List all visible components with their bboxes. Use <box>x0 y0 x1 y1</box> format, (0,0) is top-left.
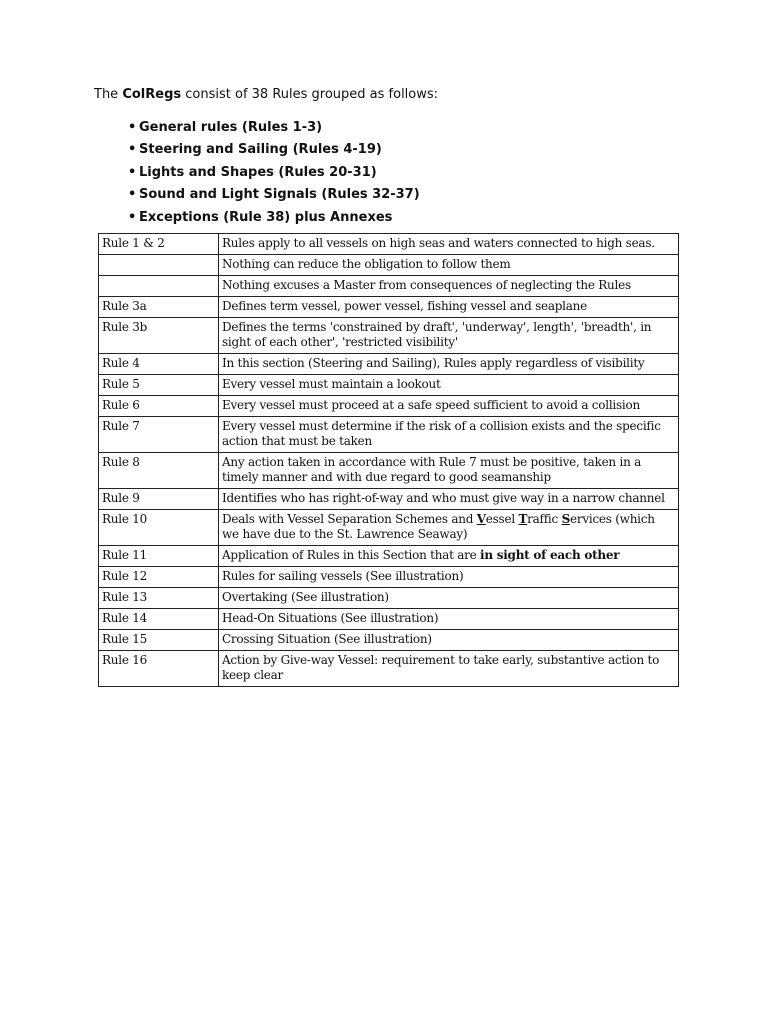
description-cell: Nothing can reduce the obligation to follow them <box>219 255 679 276</box>
table-row <box>99 609 679 630</box>
desc-text: raffic <box>527 512 562 526</box>
rule-cell: Rule 3a <box>99 297 219 318</box>
group-label: Exceptions (Rule 38) plus Annexes <box>139 209 393 225</box>
rule-cell: Rule 1 & 2 <box>99 234 219 255</box>
description-cell: Rules apply to all vessels on high seas and waters connected to high seas. <box>219 234 679 255</box>
description-cell: Every vessel must maintain a lookout <box>219 375 679 396</box>
table-row <box>99 297 679 318</box>
rule-cell: Rule 11 <box>99 546 219 567</box>
group-label: Lights and Shapes (Rules 20-31) <box>139 164 377 180</box>
table-row <box>99 588 679 609</box>
description-cell: Every vessel must determine if the risk of a collision exists and the specific action that must be taken <box>219 417 679 453</box>
description-cell: Defines the terms 'constrained by draft', 'underway', length', 'breadth', in sight of each other', 'restricted visibility' <box>219 318 679 354</box>
group-label: Sound and Light Signals (Rules 32-37) <box>139 187 420 203</box>
list-item <box>128 184 420 206</box>
description-cell: Action by Give-way Vessel: requirement to take early, substantive action to keep clear <box>219 651 679 687</box>
list-item <box>128 162 420 184</box>
intro-prefix: The <box>94 87 123 102</box>
table-row <box>99 417 679 453</box>
description-cell: Head-On Situations (See illustration) <box>219 609 679 630</box>
colregs-term: ColRegs <box>122 87 182 102</box>
table-row <box>99 396 679 417</box>
vts-letter-s: S <box>561 512 570 526</box>
vts-letter-t: T <box>518 512 528 526</box>
table-row <box>99 375 679 396</box>
intro-sentence <box>94 86 438 104</box>
description-cell: Defines term vessel, power vessel, fishing vessel and seaplane <box>219 297 679 318</box>
rule-cell: Rule 16 <box>99 651 219 687</box>
group-label: General rules (Rules 1-3) <box>139 120 323 135</box>
bullet-icon: • <box>128 164 137 180</box>
description-cell: Overtaking (See illustration) <box>219 588 679 609</box>
rule-cell <box>99 255 219 276</box>
emphasis-text: in sight of each other <box>480 548 620 562</box>
rule-groups-list <box>128 117 420 229</box>
desc-text: Deals with Vessel Separation Schemes and <box>222 512 477 526</box>
description-cell: Any action taken in accordance with Rule 7 must be positive, taken in a timely manner and with due regard to good seamanship <box>219 453 679 489</box>
intro-suffix: consist of 38 Rules grouped as follows: <box>181 87 439 102</box>
description-cell: Rules for sailing vessels (See illustration) <box>219 567 679 588</box>
table-row <box>99 489 679 510</box>
rule-cell <box>99 276 219 297</box>
rule-cell: Rule 15 <box>99 630 219 651</box>
table-row <box>99 453 679 489</box>
rule-cell: Rule 13 <box>99 588 219 609</box>
description-cell: Every vessel must proceed at a safe speed sufficient to avoid a collision <box>219 396 679 417</box>
bullet-icon: • <box>128 142 137 158</box>
table-row <box>99 651 679 687</box>
bullet-icon: • <box>128 120 137 135</box>
rule-cell: Rule 8 <box>99 453 219 489</box>
rule-cell: Rule 9 <box>99 489 219 510</box>
description-cell <box>219 510 679 546</box>
description-cell: Nothing excuses a Master from consequences of neglecting the Rules <box>219 276 679 297</box>
bullet-icon: • <box>128 187 137 203</box>
table-row <box>99 546 679 567</box>
table-row <box>99 630 679 651</box>
rule-cell: Rule 4 <box>99 354 219 375</box>
description-cell: Crossing Situation (See illustration) <box>219 630 679 651</box>
rule-cell: Rule 14 <box>99 609 219 630</box>
rule-cell: Rule 7 <box>99 417 219 453</box>
table-row <box>99 318 679 354</box>
rule-cell: Rule 12 <box>99 567 219 588</box>
desc-text: Application of Rules in this Section that are <box>222 548 481 562</box>
rule-cell: Rule 10 <box>99 510 219 546</box>
list-item <box>128 207 420 229</box>
rule-cell: Rule 3b <box>99 318 219 354</box>
table-row <box>99 354 679 375</box>
description-cell: Identifies who has right-of-way and who must give way in a narrow channel <box>219 489 679 510</box>
table-row <box>99 276 679 297</box>
table-row <box>99 255 679 276</box>
list-item <box>128 139 420 161</box>
rules-table <box>98 233 679 687</box>
desc-text: ervices (which we have due to the St. Lawrence Seaway) <box>222 512 655 541</box>
table-row <box>99 510 679 546</box>
rule-cell: Rule 5 <box>99 375 219 396</box>
description-cell <box>219 546 679 567</box>
group-label: Steering and Sailing (Rules 4-19) <box>139 142 382 158</box>
description-cell: In this section (Steering and Sailing), Rules apply regardless of visibility <box>219 354 679 375</box>
table-row <box>99 567 679 588</box>
desc-text: essel <box>485 512 519 526</box>
table-row <box>99 234 679 255</box>
bullet-icon: • <box>128 209 137 225</box>
list-item <box>128 117 420 139</box>
rule-cell: Rule 6 <box>99 396 219 417</box>
vts-letter-v: V <box>476 512 486 526</box>
